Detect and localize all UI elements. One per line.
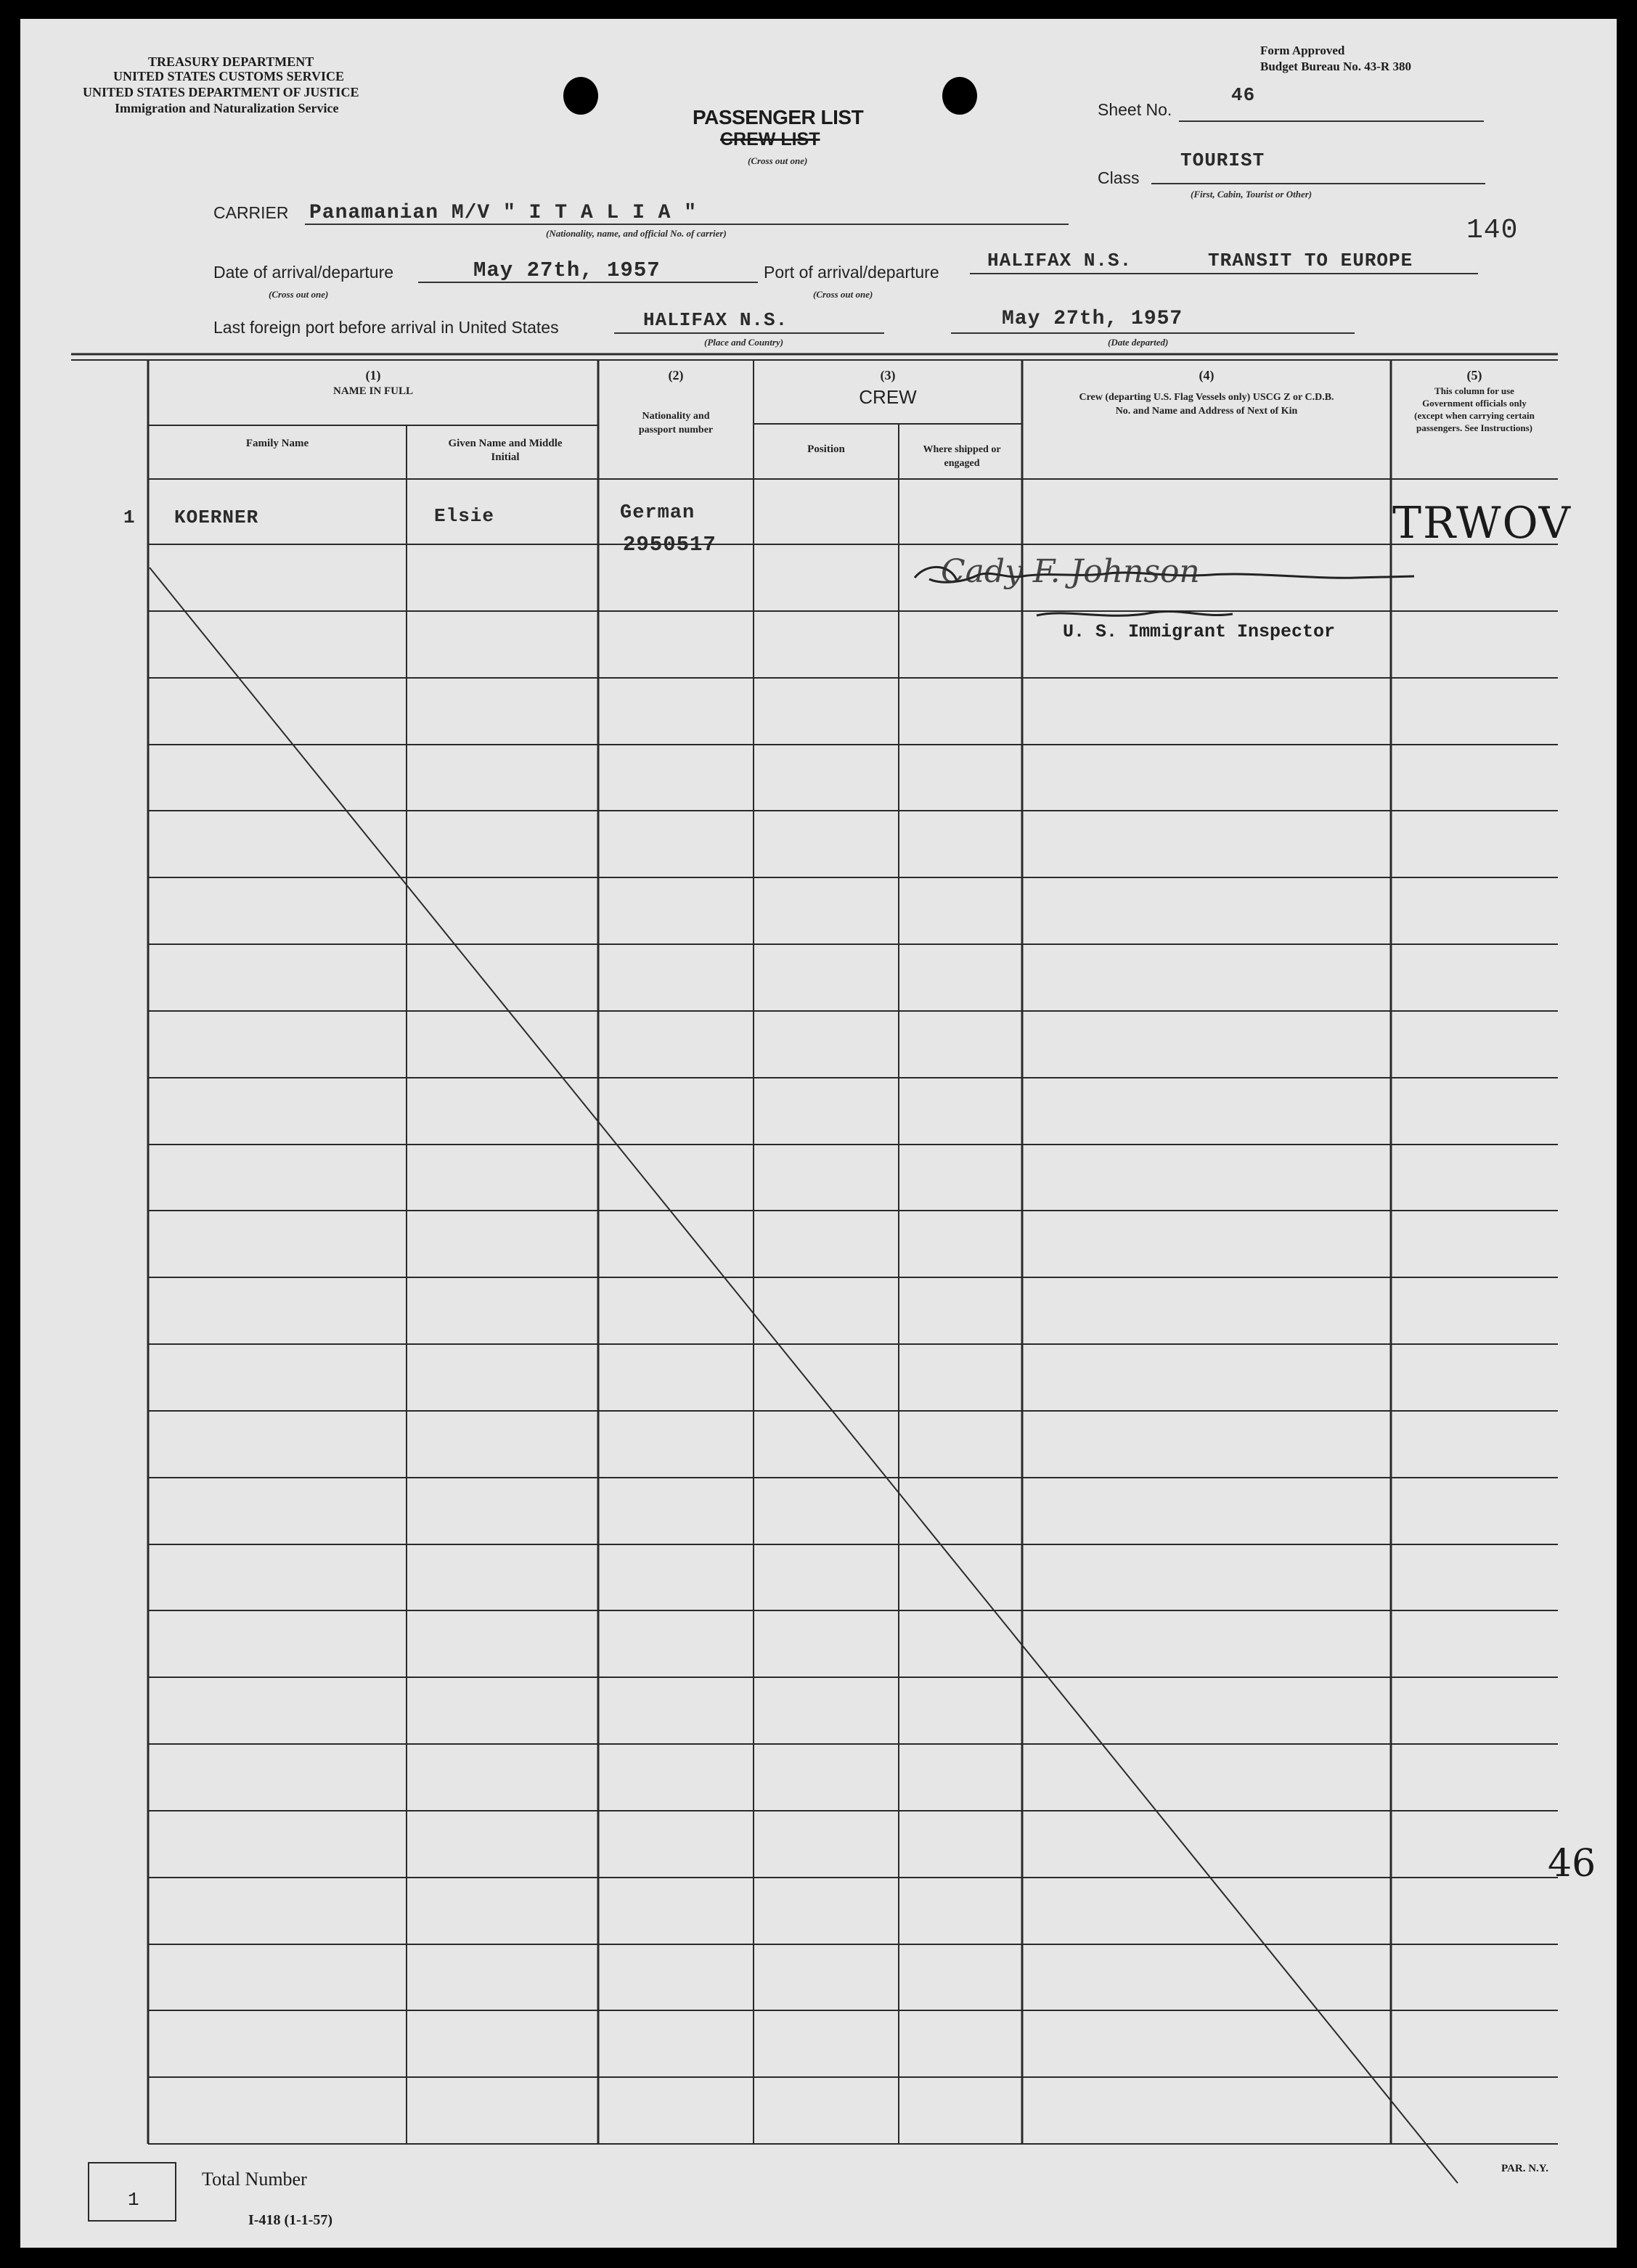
inspector-signature: Cady F. Johnson xyxy=(941,553,1200,590)
official-note: TRWOV xyxy=(1392,498,1572,549)
title-cross-out-hint: (Cross out one) xyxy=(748,155,808,166)
form-number: I-418 (1-1-57) xyxy=(248,2212,333,2228)
page-number: 140 xyxy=(1466,215,1519,246)
class-label: Class xyxy=(1098,168,1140,187)
passenger-list-document xyxy=(20,19,1617,2248)
date-departed-value: May 27th, 1957 xyxy=(1002,308,1183,330)
carrier-label: CARRIER xyxy=(213,203,289,222)
date-departed-hint: (Date departed) xyxy=(1108,337,1169,348)
last-port-hint: (Place and Country) xyxy=(704,337,784,348)
date-hint: (Cross out one) xyxy=(269,289,329,300)
col5-number: (5) xyxy=(1466,368,1482,382)
given-name-cell: Elsie xyxy=(434,505,495,527)
family-name-cell: KOERNER xyxy=(174,507,259,528)
class-value: TOURIST xyxy=(1180,150,1265,171)
agency-line-customs: UNITED STATES CUSTOMS SERVICE xyxy=(113,69,344,83)
agency-line-justice: UNITED STATES DEPARTMENT OF JUSTICE xyxy=(83,85,359,99)
port-extra: TRANSIT TO EUROPE xyxy=(1208,250,1413,271)
col5-title: This column for use Government officials only (except when carrying certain passengers. See Instructions) xyxy=(1414,385,1535,433)
sheet-label: Sheet No. xyxy=(1098,100,1172,119)
agency-line-treasury: TREASURY DEPARTMENT xyxy=(148,54,314,69)
nationality-cell: German xyxy=(620,502,695,524)
where-shipped-header: Where shipped or engaged xyxy=(923,444,1001,469)
form-title: PASSENGER LIST xyxy=(693,106,864,128)
table-grid xyxy=(20,19,1617,2248)
printer-mark: PAR. N.Y. xyxy=(1501,2163,1549,2174)
carrier-hint: (Nationality, name, and official No. of carrier) xyxy=(546,228,727,239)
margin-note: 46 xyxy=(1548,1842,1596,1886)
total-label: Total Number xyxy=(202,2169,307,2190)
port-hint: (Cross out one) xyxy=(813,289,873,300)
row-number: 1 xyxy=(123,507,136,528)
inspector-title: U. S. Immigrant Inspector xyxy=(1063,621,1336,642)
col3-number: (3) xyxy=(880,368,896,382)
port-value: HALIFAX N.S. xyxy=(987,250,1132,271)
passport-cell: 2950517 xyxy=(623,533,717,557)
family-name-header: Family Name xyxy=(245,438,309,449)
col2-number: (2) xyxy=(668,368,684,382)
col3-title: CREW xyxy=(859,386,917,408)
sheet-number: 46 xyxy=(1231,84,1256,106)
col1-number: (1) xyxy=(365,368,381,382)
budget-bureau: Budget Bureau No. 43-R 380 xyxy=(1260,60,1411,73)
agency-line-ins: Immigration and Naturalization Service xyxy=(115,101,339,115)
carrier-value: Panamanian M/V " I T A L I A " xyxy=(309,202,698,224)
class-hint: (First, Cabin, Tourist or Other) xyxy=(1191,189,1313,200)
port-label: Port of arrival/departure xyxy=(764,263,939,282)
last-port-label: Last foreign port before arrival in United States xyxy=(213,318,559,337)
last-port-value: HALIFAX N.S. xyxy=(643,309,788,331)
date-label: Date of arrival/departure xyxy=(213,263,394,282)
total-value: 1 xyxy=(128,2189,139,2211)
col4-number: (4) xyxy=(1199,368,1215,382)
form-approved: Form Approved xyxy=(1260,44,1345,57)
col4-title: Crew (departing U.S. Flag Vessels only) USCG Z or C.D.B. No. and Name and Address of Next of Kin xyxy=(1079,392,1334,417)
form-title-crossed: CREW LIST xyxy=(720,129,820,150)
position-header: Position xyxy=(807,443,845,455)
col2-title: Nationality and passport number xyxy=(638,411,714,435)
col1-title: NAME IN FULL xyxy=(332,385,413,397)
date-value: May 27th, 1957 xyxy=(473,258,661,282)
given-name-header: Given Name and Middle Initial xyxy=(448,438,563,463)
